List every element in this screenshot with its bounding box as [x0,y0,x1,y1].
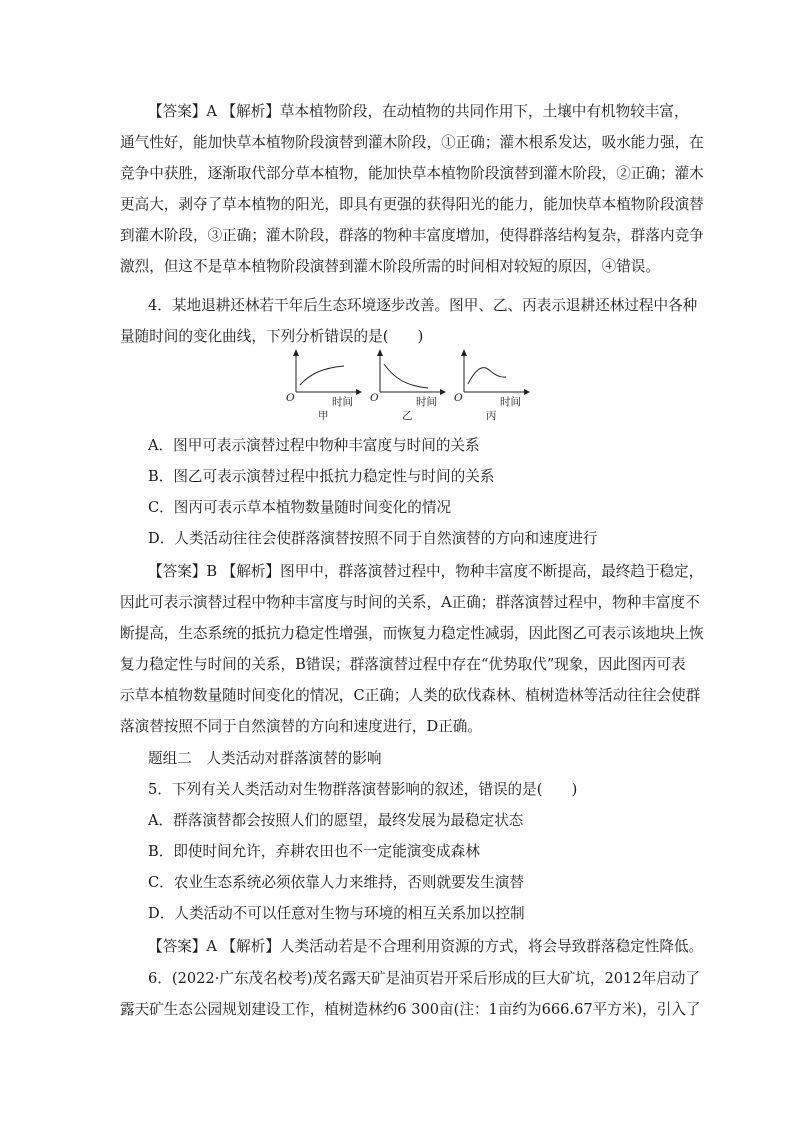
origin-label: O [286,392,295,404]
text-line: 【答案】A 【解析】草本植物阶段，在动植物的共同作用下，土壤中有机物较丰富， [148,103,689,120]
origin-label: O [454,392,463,404]
option-d: D．人类活动不可以任意对生物与环境的相互关系加以控制 [148,905,525,922]
text-line: 竞争中获胜，逐渐取代部分草本植物，能加快草本植物阶段演替到灌木阶段，②正确；灌木 [120,165,704,182]
figure-yi [366,348,446,426]
option-a: A．图甲可表示演替过程中物种丰富度与时间的关系 [148,437,480,454]
text-line: 到灌木阶段，③正确；灌木阶段，群落的物种丰富度增加，使得群落结构复杂，群落内竞争 [120,227,704,244]
origin-label: O [370,392,379,404]
option-c: C．农业生态系统必须依靠人力来维持，否则就要发生演替 [148,874,525,891]
option-b: B．图乙可表示演替过程中抵抗力稳定性与时间的关系 [148,468,495,485]
x-axis-label: 时间 [500,396,521,408]
question-stem-line: 4．某地退耕还林若干年后生态环境逐步改善。图甲、乙、丙表示退耕还林过程中各种 [148,297,698,314]
question-stem-line: 露天矿生态公园规划建设工作，植树造林约6 300亩(注：1亩约为666.67平方米)，引入了 [120,1001,701,1018]
text-line: 激烈，但这不是草本植物阶段演替到灌木阶段所需的时间相对较短的原因，④错误。 [120,258,660,275]
section-heading: 题组二 人类活动对群落演替的影响 [148,750,382,767]
x-axis-label: 时间 [416,396,437,408]
x-axis-label: 时间 [332,396,353,408]
answer-line: 复力稳定性与时间的关系，B错误；群落演替过程中存在“优势取代”现象，因此图丙可表 [120,656,686,673]
question-stem: 5．下列有关人类活动对生物群落演替影响的叙述，错误的是( ) [148,781,578,798]
answer-line: 【答案】B 【解析】图甲中，群落演替过程中，物种丰富度不断提高，最终趋于稳定， [148,563,704,580]
option-d: D．人类活动往往会使群落演替按照不同于自然演替的方向和速度进行 [148,530,598,547]
text-line: 通气性好，能加快草本植物阶段演替到灌木阶段，①正确；灌木根系发达，吸水能力强，在 [120,134,704,151]
figure-jia [282,348,362,426]
answer-line: 【答案】A 【解析】人类活动若是不合理利用资源的方式，将会导致群落稳定性降低。 [148,938,704,955]
figure-caption: 丙 [486,410,497,422]
answer-line: 断提高，生态系统的抵抗力稳定性增强，而恢复力稳定性减弱，因此图乙可表示该地块上恢 [120,625,704,642]
figure-row [282,348,521,426]
figure-caption: 甲 [318,410,329,422]
option-b: B．即使时间允许，弃耕农田也不一定能演变成森林 [148,843,480,860]
figure-bing [450,348,530,426]
question-stem-line: 量随时间的变化曲线，下列分析错误的是( ) [120,328,424,345]
figure-caption: 乙 [402,410,413,422]
text-line: 更高大，剥夺了草本植物的阳光，即具有更强的获得阳光的能力，能加快草本植物阶段演替 [120,196,704,213]
answer-line: 落演替按照不同于自然演替的方向和速度进行，D正确。 [120,718,482,735]
question-stem-line: 6．(2022·广东茂名校考)茂名露天矿是油页岩开采后形成的巨大矿坑，2012年启动了 [148,970,700,987]
answer-line: 因此可表示演替过程中物种丰富度与时间的关系，A正确；群落演替过程中，物种丰富度不 [120,594,700,611]
option-a: A．群落演替都会按照人们的愿望，最终发展为最稳定状态 [148,812,524,829]
option-c: C．图丙可表示草本植物数量随时间变化的情况 [148,499,452,516]
answer-line: 示草本植物数量随时间变化的情况，C正确；人类的砍伐森林、植树造林等活动往往会使群 [120,687,701,704]
